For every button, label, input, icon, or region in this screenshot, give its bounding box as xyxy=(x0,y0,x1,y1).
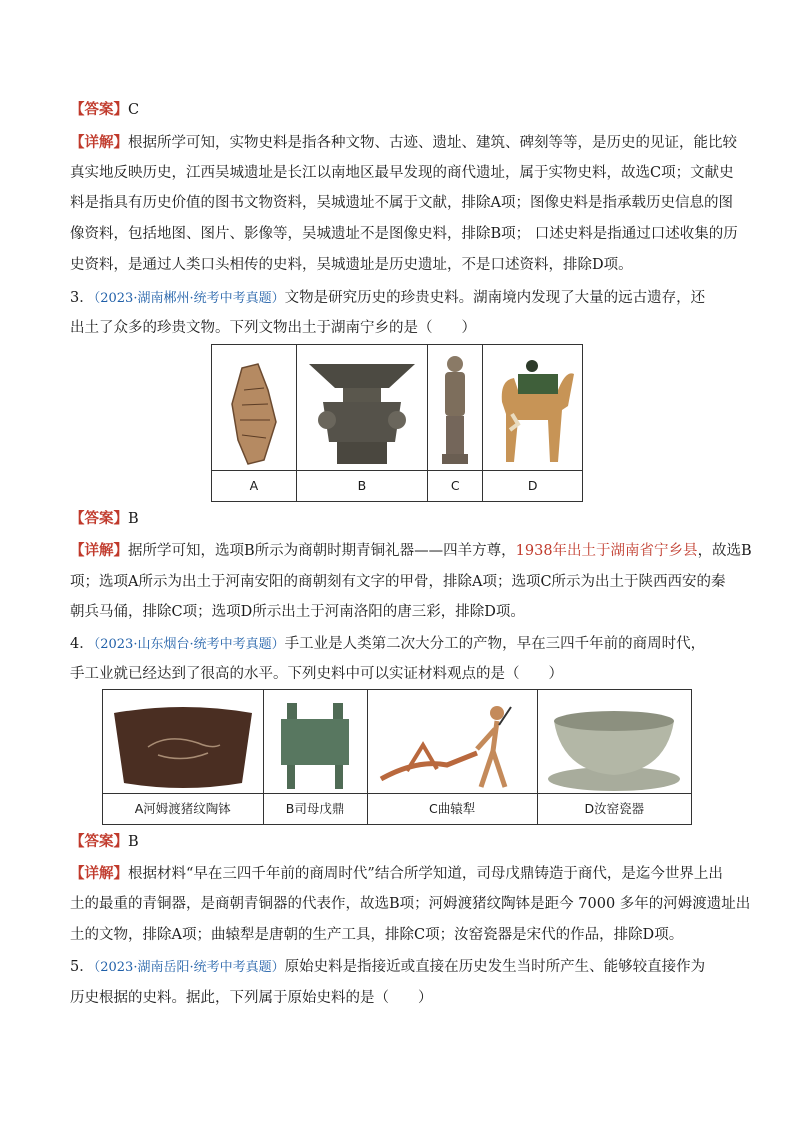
q4-option-d-image[interactable] xyxy=(537,690,691,794)
question-number: 5． xyxy=(70,959,94,975)
tang-camel-icon xyxy=(488,350,578,470)
q3-detail-line-3: 朝兵马俑，排除C项；选项D所示出土于河南洛阳的唐三彩，排除D项。 xyxy=(70,604,525,620)
bronze-zun-icon xyxy=(303,358,421,470)
answer-value: B xyxy=(128,834,139,850)
q3-detail-line-1 xyxy=(70,541,752,561)
q5-stem-line-1 xyxy=(70,957,730,978)
answer-value: B xyxy=(128,511,139,527)
q2-detail-line-5: 史资料，是通过人类口头相传的史料，吴城遗址是历史遗址，不是口述资料，排除D项。 xyxy=(70,257,633,273)
question-number: 3． xyxy=(70,290,94,306)
q4-options-table xyxy=(102,689,692,825)
q4-detail-line-3: 土的文物，排除A项；曲辕犁是唐朝的生产工具，排除C项；汝窑瓷器是宋代的作品，排除D项。 xyxy=(70,927,684,943)
answer-tag: 【答案】 xyxy=(70,510,128,527)
detail-tag: 【详解】 xyxy=(70,542,128,559)
q3-answer xyxy=(70,509,730,529)
q3-option-d-image[interactable] xyxy=(483,345,583,471)
q4-option-a-image[interactable] xyxy=(103,690,264,794)
q4-detail-line-1 xyxy=(70,864,730,884)
q3-option-c-image[interactable] xyxy=(428,345,483,471)
ru-porcelain-icon xyxy=(544,699,684,793)
q3-stem-line-2: 出土了众多的珍贵文物。下列文物出土于湖南宁乡的是（ ） xyxy=(70,320,476,336)
detail-tag: 【详解】 xyxy=(70,865,128,882)
q4-option-c-image[interactable] xyxy=(367,690,537,794)
detail-text: 据所学可知，选项B所示为商朝时期青铜礼器——四羊方尊， xyxy=(128,543,516,559)
answer-tag: 【答案】 xyxy=(70,833,128,850)
q5-stem-line-2: 历史根据的史料。据此，下列属于原始史料的是（ ） xyxy=(70,990,433,1006)
q3-option-d-label: D xyxy=(483,471,583,502)
pig-pottery-bowl-icon xyxy=(108,699,258,793)
detail-text: ，故选B xyxy=(697,543,752,559)
stem-text: 原始史料是指接近或直接在历史发生当时所产生、能够较直接作为 xyxy=(284,959,706,975)
question-number: 4． xyxy=(70,636,94,652)
question-source: （2023·湖南岳阳·统考中考真题） xyxy=(93,960,285,975)
q3-option-c-label: C xyxy=(428,471,483,502)
q4-option-b-image[interactable] xyxy=(263,690,367,794)
q3-detail-line-2: 项；选项A所示为出土于河南安阳的商朝刻有文字的甲骨，排除A项；选项C所示为出土于陕西西安的秦 xyxy=(70,574,726,590)
q3-option-b-image[interactable] xyxy=(296,345,427,471)
q3-options-table xyxy=(211,344,583,502)
question-source: （2023·湖南郴州·统考中考真题） xyxy=(93,291,285,306)
q4-option-b-label: B司母戊鼎 xyxy=(263,794,367,825)
question-source: （2023·山东烟台·统考中考真题） xyxy=(93,637,285,652)
detail-text: 根据材料“早在三四千年前的商周时代”结合所学知道，司母戊鼎铸造于商代，是迄今世界上出 xyxy=(128,866,723,882)
q2-detail-line-4: 像资料，包括地图、图片、影像等，吴城遗址不是图像史料，排除B项； 口述史料是指通过口述收集的历 xyxy=(70,226,738,242)
q4-option-c-label: C曲辕犁 xyxy=(367,794,537,825)
detail-tag: 【详解】 xyxy=(70,134,128,151)
answer-value: C xyxy=(128,102,140,118)
terracotta-warrior-icon xyxy=(435,352,475,470)
q2-answer xyxy=(70,100,730,120)
q4-stem-line-2: 手工业就已经达到了很高的水平。下列史料中可以实证材料观点的是（ ） xyxy=(70,666,563,682)
stem-text: 手工业是人类第二次大分工的产物，早在三四千年前的商周时代， xyxy=(284,636,706,652)
q3-option-b-label: B xyxy=(296,471,427,502)
stem-text: 文物是研究历史的珍贵史料。湖南境内发现了大量的远古遗存，还 xyxy=(284,290,706,306)
detail-highlight: 1938年出土于湖南省宁乡县 xyxy=(515,543,698,559)
curved-plow-icon xyxy=(377,699,527,793)
detail-text: 根据所学可知，实物史料是指各种文物、古迹、遗址、建筑、碑刻等等，是历史的见证，能比较 xyxy=(128,135,737,151)
q3-stem-line-1 xyxy=(70,288,730,309)
oracle-bone-icon xyxy=(224,360,284,470)
q2-detail-line-2: 真实地反映历史，江西吴城遗址是长江以南地区最早发现的商代遗址，属于实物史料，故选C项；文献史 xyxy=(70,165,734,181)
q2-detail-line-3: 料是指具有历史价值的图书文物资料，吴城遗址不属于文献，排除A项；图像史料是指承载历史信息的图 xyxy=(70,195,733,211)
q3-option-a-label: A xyxy=(212,471,297,502)
q4-answer xyxy=(70,832,730,852)
q4-option-a-label: A河姆渡猪纹陶钵 xyxy=(103,794,264,825)
q2-detail-line-1 xyxy=(70,133,737,153)
q4-option-d-label: D汝窑瓷器 xyxy=(537,794,691,825)
answer-tag: 【答案】 xyxy=(70,101,128,118)
simuwu-ding-icon xyxy=(273,699,357,793)
q3-option-a-image[interactable] xyxy=(212,345,297,471)
q4-detail-line-2: 土的最重的青铜器，是商朝青铜器的代表作，故选B项；河姆渡猪纹陶钵是距今 7000 多年的河姆渡遗址出 xyxy=(70,896,751,912)
q4-stem-line-1 xyxy=(70,634,730,655)
